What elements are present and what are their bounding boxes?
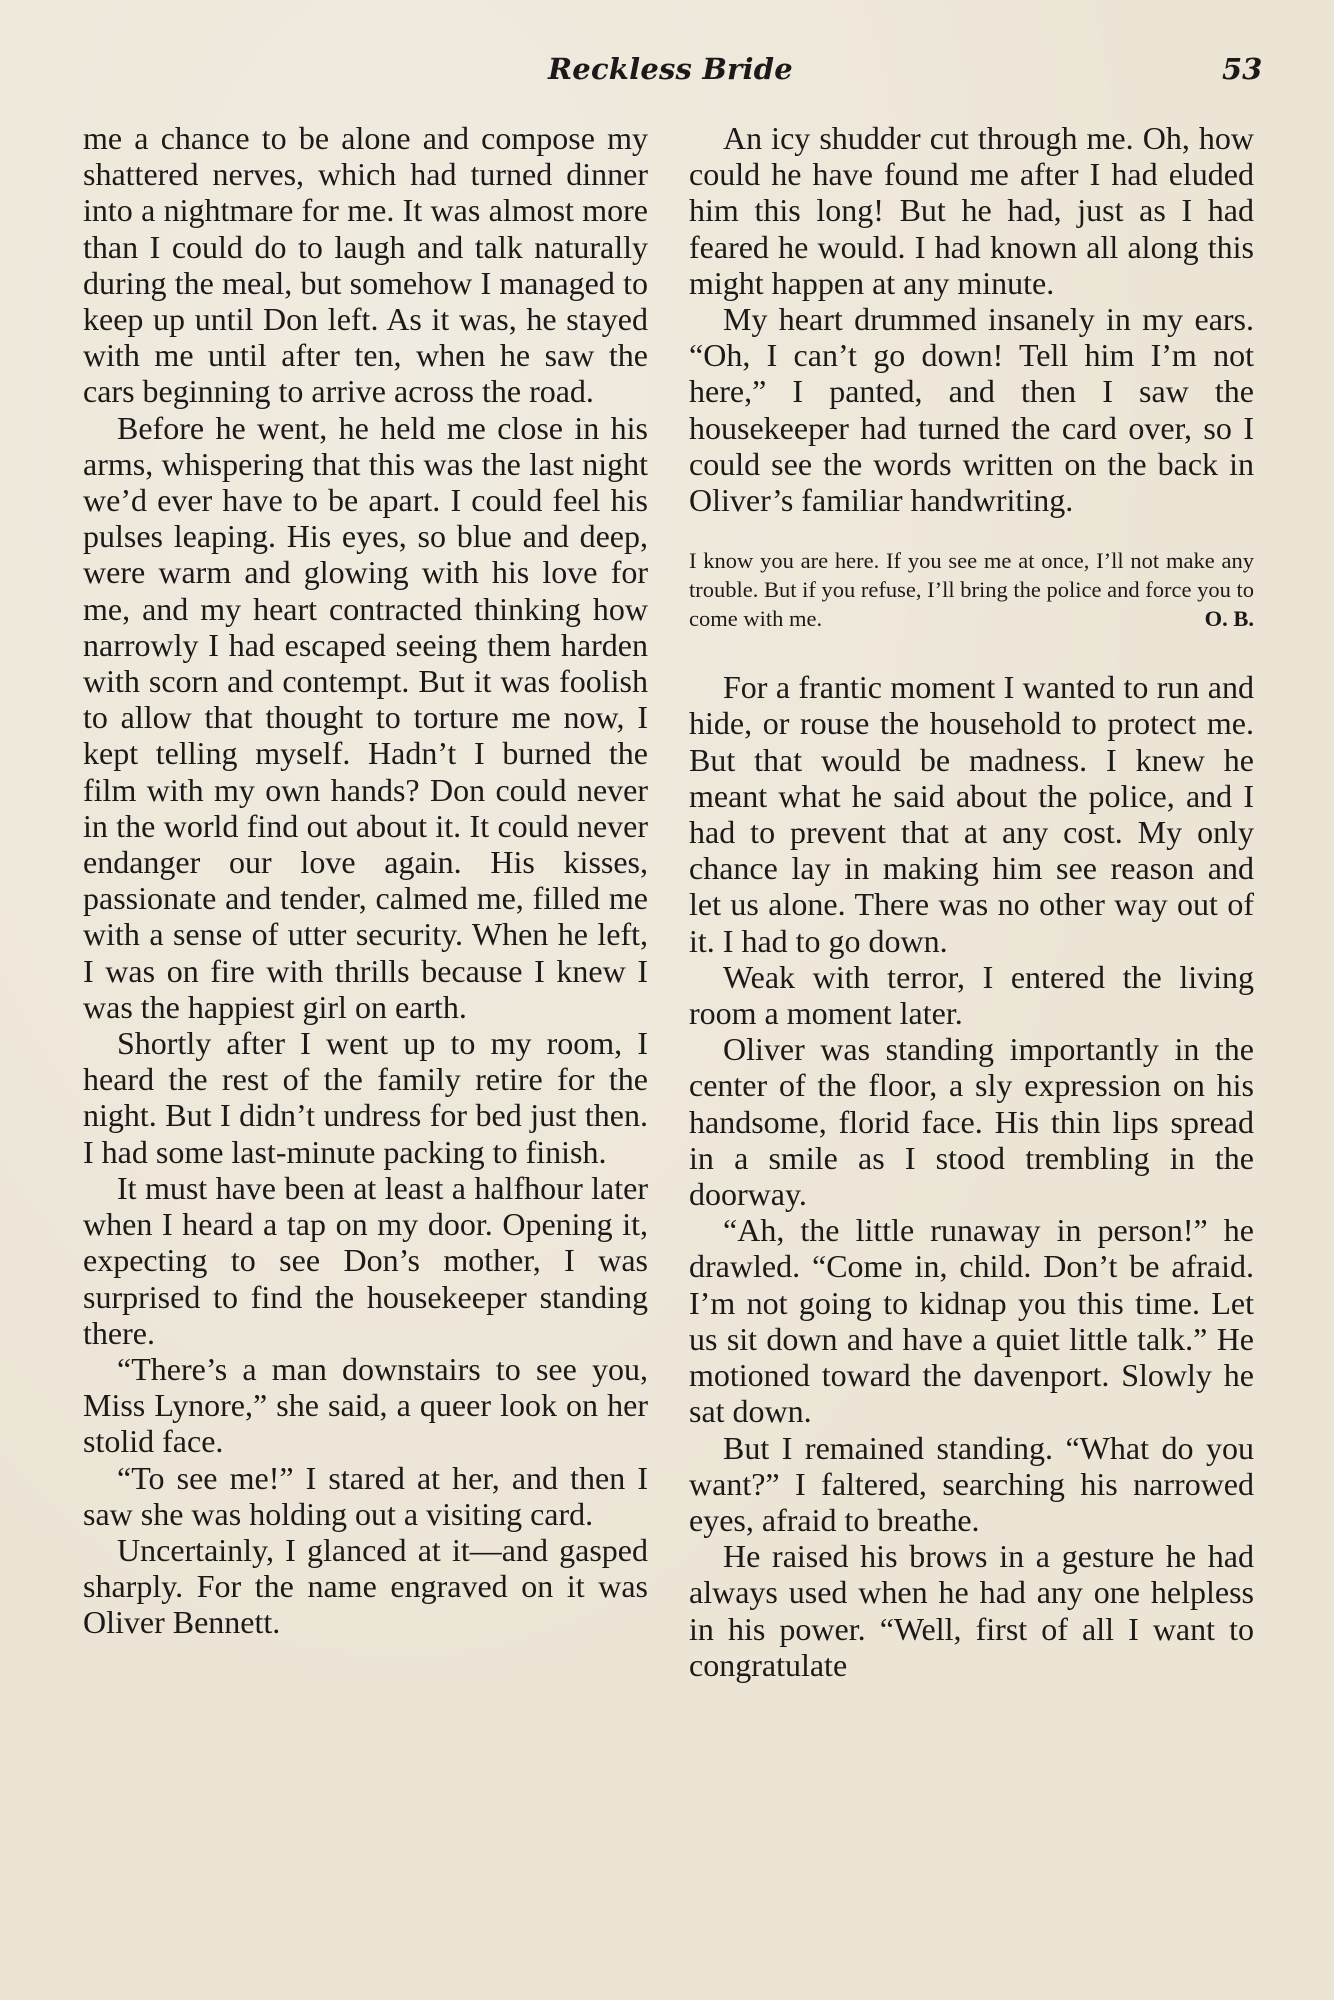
paragraph: For a frantic moment I wanted to run and hide, or rouse the household to protect me. But that would be madness. I knew he meant what he said about the police, and I had to prevent that at any cost. My only chance lay in making him see reason and let us alone. There was no other way out of it. I had to go down.	[689, 669, 1254, 959]
page-number: 53	[1222, 52, 1263, 86]
paragraph: But I remained standing. “What do you want?” I faltered, searching his narrowed eyes, afraid to breathe.	[689, 1429, 1254, 1538]
paragraph: Uncertainly, I glanced at it—and gasped sharply. For the name engraved on it was Oliver Bennett.	[83, 1531, 648, 1641]
paragraph: Before he went, he held me close in his arms, whispering that this was the last night we’d ever have to be apart. I could feel his pulses leaping. His eyes, so blue and deep, were warm and glowing with his love for me, and my heart contracted thinking how narrowly I had escaped seeing them harden with scorn and contempt. But it was foolish to allow that thought to torture me now, I kept telling myself. Hadn’t I burned the film with my own hands? Don could never in the world find out about it. It could never endanger our love again. His kisses, passionate and tender, calmed me, filled me with a sense of utter security. When he left, I was on fire with thrills because I knew I was the happiest girl on earth.	[83, 409, 648, 1025]
paragraph: “To see me!” I stared at her, and then I saw she was holding out a visiting card.	[83, 1459, 648, 1532]
paragraph: Shortly after I went up to my room, I heard the rest of the family retire for the night. But I didn’t undress for bed just then. I had some last-minute packing to finish.	[83, 1025, 648, 1170]
card-note-text: I know you are here. If you see me at once, I’ll not make any trouble. But if you refuse, I’ll bring the police and force you to come with me.	[689, 548, 1254, 632]
story-title: Reckless Bride	[548, 52, 793, 86]
card-note	[689, 546, 1254, 633]
paragraph: It must have been at least a halfhour later when I heard a tap on my door. Opening it, expecting to see Don’s mother, I was surprised to find the housekeeper standing there.	[83, 1169, 648, 1351]
paragraph: “There’s a man downstairs to see you, Miss Lynore,” she said, a queer look on her stolid face.	[83, 1350, 648, 1460]
right-column	[689, 120, 1254, 1683]
left-column	[83, 120, 648, 1641]
paragraph: me a chance to be alone and compose my shattered nerves, which had turned dinner into a nightmare for me. It was almost more than I could do to laugh and talk naturally during the meal, but somehow I managed to keep up until Don left. As it was, he stayed with me until after ten, when he saw the cars beginning to arrive across the road.	[83, 120, 648, 410]
paragraph: He raised his brows in a gesture he had always used when he had any one helpless in his power. “Well, first of all I want to congratulate	[689, 1538, 1254, 1683]
paragraph: An icy shudder cut through me. Oh, how could he have found me after I had eluded him this long! But he had, just as I had feared he would. I had known all along this might happen at any minute.	[689, 120, 1254, 301]
paragraph: “Ah, the little runaway in person!” he drawled. “Come in, child. Don’t be afraid. I’m not going to kidnap you this time. Let us sit down and have a quiet little talk.” He motioned toward the davenport. Slowly he sat down.	[689, 1212, 1254, 1430]
card-note-signature: O. B.	[1204, 606, 1254, 632]
paragraph: My heart drummed insanely in my ears. “Oh, I can’t go down! Tell him I’m not here,” I panted, and then I saw the housekeeper had turned the card over, so I could see the words written on the back in Oliver’s familiar handwriting.	[689, 301, 1254, 519]
paragraph: Weak with terror, I entered the living room a moment later.	[689, 958, 1254, 1032]
running-header	[0, 52, 1334, 96]
paragraph: Oliver was standing importantly in the center of the floor, a sly expression on his handsome, florid face. His thin lips spread in a smile as I stood trembling in the doorway.	[689, 1031, 1254, 1213]
